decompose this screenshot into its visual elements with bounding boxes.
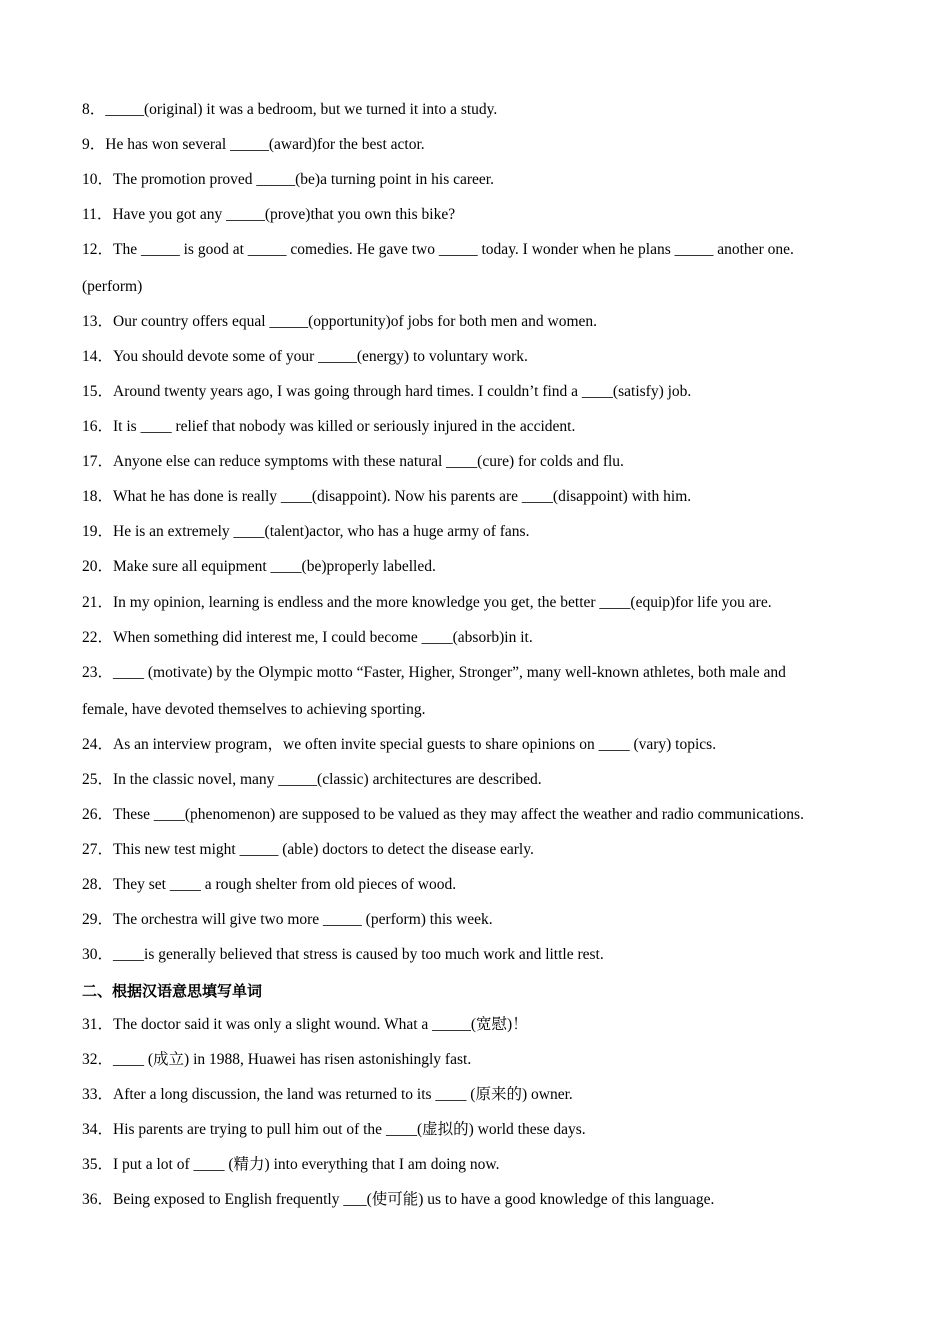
question-number: 19． xyxy=(82,523,114,540)
question-number: 22． xyxy=(82,629,114,646)
question-text: (perform) xyxy=(82,278,143,295)
question-number: 34． xyxy=(82,1121,114,1138)
question-11 xyxy=(82,205,455,225)
question-number: 16． xyxy=(82,418,114,435)
question-26 xyxy=(82,805,804,825)
question-number: 27． xyxy=(82,841,114,858)
question-number: 24． xyxy=(82,736,114,753)
question-28 xyxy=(82,875,456,895)
question-27 xyxy=(82,840,534,860)
question-35 xyxy=(82,1155,499,1175)
question-12-continued xyxy=(82,277,142,297)
question-text: He has won several _____(award)for the best actor. xyxy=(105,136,425,153)
question-text: As an interview program，we often invite special guests to share opinions on ____ (vary) topics. xyxy=(113,736,717,753)
question-number: 31． xyxy=(82,1016,114,1033)
question-14 xyxy=(82,347,528,367)
question-text: He is an extremely ____(talent)actor, who has a huge army of fans. xyxy=(113,523,530,540)
question-23 xyxy=(82,663,786,683)
question-text: Our country offers equal _____(opportunity)of jobs for both men and women. xyxy=(113,313,598,330)
question-text: In my opinion, learning is endless and the more knowledge you get, the better ____(equip)for life you are. xyxy=(113,594,772,611)
question-25 xyxy=(82,770,542,790)
question-number: 26． xyxy=(82,806,114,823)
question-text: After a long discussion, the land was returned to its ____ (原来的) owner. xyxy=(113,1086,573,1103)
question-text: His parents are trying to pull him out of the ____(虚拟的) world these days. xyxy=(113,1121,586,1138)
question-number: 20． xyxy=(82,558,114,575)
question-text: What he has done is really ____(disappoint). Now his parents are ____(disappoint) with him. xyxy=(113,488,692,505)
question-number: 30． xyxy=(82,946,114,963)
question-16 xyxy=(82,417,575,437)
question-17 xyxy=(82,452,624,472)
question-34 xyxy=(82,1120,586,1140)
question-text: You should devote some of your _____(energy) to voluntary work. xyxy=(113,348,528,365)
question-number: 10． xyxy=(82,171,114,188)
question-text: The orchestra will give two more _____ (perform) this week. xyxy=(113,911,493,928)
question-number: 14． xyxy=(82,348,114,365)
question-number: 36． xyxy=(82,1191,114,1208)
question-text: ____ (成立) in 1988, Huawei has risen astonishingly fast. xyxy=(113,1051,472,1068)
question-number: 12． xyxy=(82,241,114,258)
question-12 xyxy=(82,240,794,260)
question-29 xyxy=(82,910,493,930)
question-22 xyxy=(82,628,533,648)
question-10 xyxy=(82,170,494,190)
question-text: They set ____ a rough shelter from old pieces of wood. xyxy=(113,876,457,893)
question-21 xyxy=(82,593,772,613)
question-number: 8． xyxy=(82,101,106,118)
question-text: These ____(phenomenon) are supposed to be valued as they may affect the weather and radio communications. xyxy=(113,806,804,823)
question-33 xyxy=(82,1085,573,1105)
question-number: 28． xyxy=(82,876,114,893)
section-heading: 二、根据汉语意思填写单词 xyxy=(82,982,263,1000)
question-number: 18． xyxy=(82,488,114,505)
question-19 xyxy=(82,522,529,542)
question-number: 17． xyxy=(82,453,114,470)
question-text: Have you got any _____(prove)that you own this bike? xyxy=(112,206,456,223)
question-number: 32． xyxy=(82,1051,114,1068)
question-text: I put a lot of ____ (精力) into everything that I am doing now. xyxy=(113,1156,500,1173)
question-23-continued xyxy=(82,700,425,720)
question-13 xyxy=(82,312,597,332)
question-text: Being exposed to English frequently ___(使可能) us to have a good knowledge of this language. xyxy=(113,1191,715,1208)
question-number: 9． xyxy=(82,136,106,153)
question-text: ____is generally believed that stress is caused by too much work and little rest. xyxy=(113,946,604,963)
question-text: The _____ is good at _____ comedies. He gave two _____ today. I wonder when he plans _____ another one. xyxy=(113,241,794,258)
question-text: It is ____ relief that nobody was killed or seriously injured in the accident. xyxy=(113,418,576,435)
question-text: This new test might _____ (able) doctors to detect the disease early. xyxy=(113,841,534,858)
question-30 xyxy=(82,945,604,965)
question-32 xyxy=(82,1050,471,1070)
question-24 xyxy=(82,735,716,755)
question-text: Anyone else can reduce symptoms with these natural ____(cure) for colds and flu. xyxy=(113,453,624,470)
question-number: 29． xyxy=(82,911,114,928)
question-text: The promotion proved _____(be)a turning point in his career. xyxy=(113,171,494,188)
question-9 xyxy=(82,135,425,155)
question-text: In the classic novel, many _____(classic) architectures are described. xyxy=(113,771,542,788)
question-8 xyxy=(82,100,497,120)
question-number: 33． xyxy=(82,1086,114,1103)
question-number: 23． xyxy=(82,664,114,681)
question-36 xyxy=(82,1190,714,1210)
question-number: 15． xyxy=(82,383,114,400)
question-31 xyxy=(82,1015,528,1035)
question-text: The doctor said it was only a slight wound. What a _____(宽慰)！ xyxy=(113,1016,528,1033)
question-text: Make sure all equipment ____(be)properly labelled. xyxy=(113,558,436,575)
question-number: 11． xyxy=(82,206,113,223)
question-number: 25． xyxy=(82,771,114,788)
question-18 xyxy=(82,487,691,507)
question-number: 21． xyxy=(82,594,114,611)
question-text: When something did interest me, I could become ____(absorb)in it. xyxy=(113,629,533,646)
question-number: 13． xyxy=(82,313,114,330)
question-15 xyxy=(82,382,691,402)
question-text: _____(original) it was a bedroom, but we turned it into a study. xyxy=(105,101,498,118)
question-20 xyxy=(82,557,436,577)
question-number: 35． xyxy=(82,1156,114,1173)
question-text: female, have devoted themselves to achieving sporting. xyxy=(82,701,426,718)
question-text: Around twenty years ago, I was going through hard times. I couldn’t find a ____(satisfy) job. xyxy=(113,383,692,400)
question-text: ____ (motivate) by the Olympic motto “Faster, Higher, Stronger”, many well-known athletes, both male and xyxy=(113,664,786,681)
